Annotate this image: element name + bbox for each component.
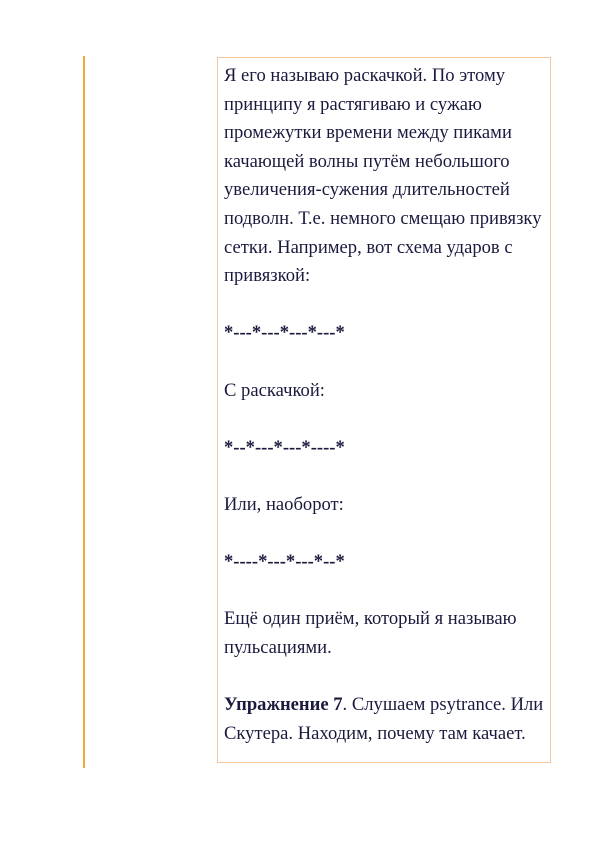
paragraph-spacer <box>224 405 544 434</box>
paragraph-with-swing-label: С раскачкой: <box>224 379 325 401</box>
paragraph-spacer <box>224 520 544 549</box>
paragraph-pulsations: Ещё один приём, который я называю пульсациями. <box>224 608 517 658</box>
paragraph-raskachka-intro: Я его называю раскачкой. По этому принципу я растягиваю и сужаю промежутки времени между пиками качающей волны путём небольшого увеличения-сужения длительностей подволн. Т.е. немного смещаю привязку сетки. Например, вот схема ударов с привязкой: <box>224 65 542 287</box>
pattern-with-grid: *---*---*---*---* <box>224 322 345 344</box>
exercise-paragraph <box>224 691 544 748</box>
paragraph-spacer <box>224 291 544 320</box>
paragraph-spacer <box>224 462 544 491</box>
margin-rule <box>83 56 85 768</box>
pattern-with-swing: *--*---*---*----* <box>224 436 345 458</box>
paragraph-spacer <box>224 577 544 606</box>
paragraph-spacer <box>224 662 544 691</box>
paragraph-spacer <box>224 348 544 377</box>
exercise-label: Упражнение 7 <box>224 694 343 716</box>
paragraph-reverse-label: Или, наоборот: <box>224 493 344 515</box>
content-frame <box>217 57 551 763</box>
pattern-reverse: *----*---*---*--* <box>224 551 345 573</box>
exercise-text: . Слушаем psytrance. Или Скутера. Находим, почему там качает. <box>224 694 544 744</box>
